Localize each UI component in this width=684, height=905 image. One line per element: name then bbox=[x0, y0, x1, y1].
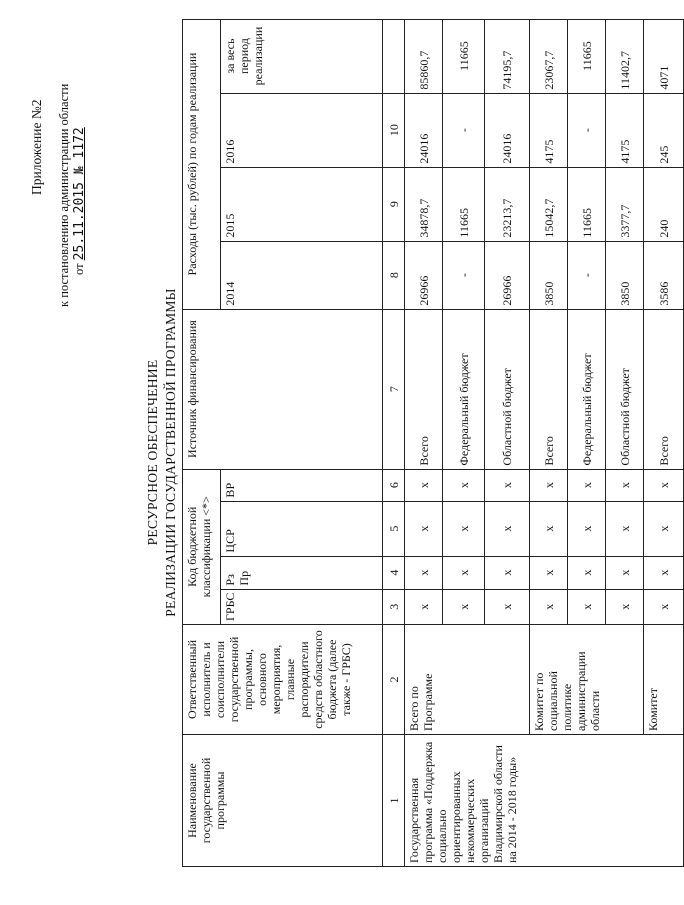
cell-source: Федеральный бюджет bbox=[568, 309, 606, 469]
executor-komitet-cell: Комитет bbox=[644, 625, 684, 735]
cell-2016: 24016 bbox=[485, 93, 530, 167]
cell-csr: х bbox=[568, 501, 606, 556]
col-header-total: за весь период реализации bbox=[221, 19, 383, 93]
cell-rzpr: х bbox=[405, 556, 443, 589]
cell-rzpr: х bbox=[606, 556, 644, 589]
executor-all-cell: Всего по Программе bbox=[405, 625, 530, 735]
cell-2014: 26966 bbox=[405, 241, 443, 309]
cell-rzpr: х bbox=[530, 556, 568, 589]
cell-2014: - bbox=[568, 241, 606, 309]
cell-source: Областной бюджет bbox=[485, 309, 530, 469]
col-number: 8 bbox=[383, 241, 405, 309]
cell-rzpr: х bbox=[644, 556, 684, 589]
resource-table bbox=[182, 19, 684, 867]
cell-2014: 3586 bbox=[644, 241, 684, 309]
cell-source: Областной бюджет bbox=[606, 309, 644, 469]
cell-grbs: х bbox=[405, 589, 443, 624]
cell-grbs: х bbox=[443, 589, 485, 624]
cell-csr: х bbox=[485, 501, 530, 556]
col-header-csr: ЦСР bbox=[221, 501, 383, 556]
col-number: 2 bbox=[383, 625, 405, 735]
col-number: 6 bbox=[383, 469, 405, 501]
col-header-budget-code: Код бюджетной классификации <*> bbox=[183, 469, 221, 624]
cell-vr: х bbox=[606, 469, 644, 501]
cell-2015: 3377,7 bbox=[606, 167, 644, 241]
cell-2016: 245 bbox=[644, 93, 684, 167]
col-number bbox=[383, 19, 405, 93]
cell-2015: 23213,7 bbox=[485, 167, 530, 241]
table-row bbox=[405, 19, 443, 866]
decree-date: 25.11.2015 № 1172 bbox=[72, 127, 87, 261]
cell-2015: 15042,7 bbox=[530, 167, 568, 241]
col-number: 4 bbox=[383, 556, 405, 589]
cell-total: 11665 bbox=[568, 19, 606, 93]
cell-2016: 4175 bbox=[606, 93, 644, 167]
cell-grbs: х bbox=[644, 589, 684, 624]
col-number: 9 bbox=[383, 167, 405, 241]
decree-reference: к постановлению администрации области bbox=[57, 83, 71, 307]
col-number: 7 bbox=[383, 309, 405, 469]
col-header-rzpr: Рз Пр bbox=[221, 556, 383, 589]
cell-2015: 34878,7 bbox=[405, 167, 443, 241]
col-header-2016: 2016 bbox=[221, 93, 383, 167]
col-header-2015: 2015 bbox=[221, 167, 383, 241]
cell-csr: х bbox=[443, 501, 485, 556]
col-header-funding-source: Источник финансирования bbox=[183, 309, 383, 469]
col-header-grbs: ГРБС bbox=[221, 589, 383, 624]
cell-source: Всего bbox=[644, 309, 684, 469]
cell-total: 85860,7 bbox=[405, 19, 443, 93]
cell-total: 74195,7 bbox=[485, 19, 530, 93]
header-row-1 bbox=[183, 19, 221, 866]
cell-total: 11402,7 bbox=[606, 19, 644, 93]
cell-2014: 3850 bbox=[606, 241, 644, 309]
decree-date-line bbox=[72, 127, 87, 275]
cell-csr: х bbox=[644, 501, 684, 556]
executor-committee-cell: Комитет по социальной политике администрации области bbox=[530, 625, 644, 735]
cell-2016: 4175 bbox=[530, 93, 568, 167]
cell-source: Всего bbox=[405, 309, 443, 469]
document-title: РЕСУРСНОЕ ОБЕСПЕЧЕНИЕ bbox=[145, 359, 160, 546]
cell-total: 11665 bbox=[443, 19, 485, 93]
cell-csr: х bbox=[530, 501, 568, 556]
cell-vr: х bbox=[568, 469, 606, 501]
cell-grbs: х bbox=[485, 589, 530, 624]
col-header-expenses: Расходы (тыс. рублей) по годам реализации bbox=[183, 19, 221, 309]
document-subtitle: РЕАЛИЗАЦИИ ГОСУДАРСТВЕННОЙ ПРОГРАММЫ bbox=[163, 288, 178, 617]
cell-2016: 24016 bbox=[405, 93, 443, 167]
column-number-row bbox=[383, 19, 405, 866]
cell-total: 23067,7 bbox=[530, 19, 568, 93]
cell-2014: 26966 bbox=[485, 241, 530, 309]
cell-2015: 240 bbox=[644, 167, 684, 241]
cell-csr: х bbox=[606, 501, 644, 556]
cell-grbs: х bbox=[606, 589, 644, 624]
cell-rzpr: х bbox=[443, 556, 485, 589]
col-number: 3 bbox=[383, 589, 405, 624]
cell-rzpr: х bbox=[485, 556, 530, 589]
col-header-program-name: Наименование государственной программы bbox=[183, 735, 383, 867]
cell-source: Всего bbox=[530, 309, 568, 469]
col-number: 10 bbox=[383, 93, 405, 167]
date-prefix: от bbox=[72, 263, 86, 275]
col-header-2014: 2014 bbox=[221, 241, 383, 309]
cell-source: Федеральный бюджет bbox=[443, 309, 485, 469]
cell-total: 4071 bbox=[644, 19, 684, 93]
cell-grbs: х bbox=[530, 589, 568, 624]
cell-2014: - bbox=[443, 241, 485, 309]
cell-rzpr: х bbox=[568, 556, 606, 589]
cell-2014: 3850 bbox=[530, 241, 568, 309]
col-header-executor: Ответственный исполнитель и соисполнители государственной программы, основного мероприятия, главные распорядители средств областного бюджета (далее также - ГРБС) bbox=[183, 625, 383, 735]
appendix-label: Приложение №2 bbox=[29, 99, 44, 195]
cell-vr: х bbox=[405, 469, 443, 501]
program-name-cell: Государственная программа «Поддержка социально ориентированных некоммерческих организаций Владимирской области на 2014 - 2018 годы» bbox=[405, 735, 684, 867]
cell-vr: х bbox=[644, 469, 684, 501]
cell-vr: х bbox=[485, 469, 530, 501]
cell-2016: - bbox=[568, 93, 606, 167]
cell-2015: 11665 bbox=[443, 167, 485, 241]
cell-csr: х bbox=[405, 501, 443, 556]
cell-2015: 11665 bbox=[568, 167, 606, 241]
cell-vr: х bbox=[530, 469, 568, 501]
cell-2016: - bbox=[443, 93, 485, 167]
col-header-vr: ВР bbox=[221, 469, 383, 501]
cell-grbs: х bbox=[568, 589, 606, 624]
col-number: 5 bbox=[383, 501, 405, 556]
cell-vr: х bbox=[443, 469, 485, 501]
col-number: 1 bbox=[383, 735, 405, 867]
